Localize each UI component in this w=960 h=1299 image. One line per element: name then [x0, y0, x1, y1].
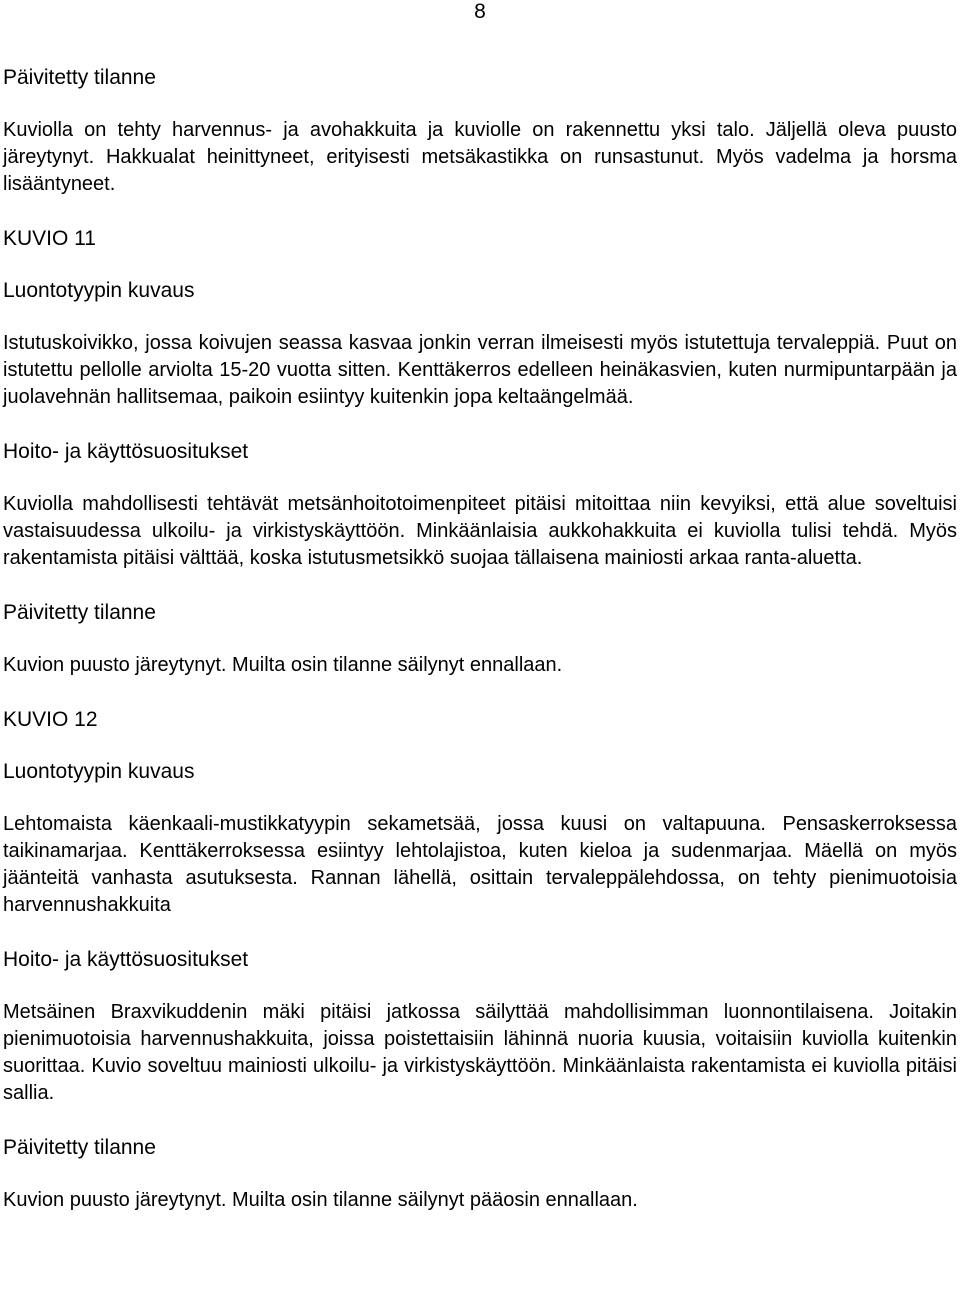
document-body [3, 65, 957, 1242]
paragraph: Kuviolla on tehty harvennus- ja avohakkuita ja kuviolle on rakennettu yksi talo. Jäljellä oleva puusto järeytynyt. Hakkualat heinittyneet, erityisesti metsäkastikka on runsastunut. Myös vadelma ja horsma lisääntyneet. [3, 119, 957, 195]
section-heading: Hoito- ja käyttösuositukset [3, 440, 249, 463]
section-heading: Päivitetty tilanne [3, 601, 156, 624]
paragraph: Kuvion puusto järeytynyt. Muilta osin tilanne säilynyt ennallaan. [3, 654, 563, 676]
paragraph: Lehtomaista käenkaali-mustikkatyypin sekametsää, jossa kuusi on valtapuuna. Pensaskerroksessa taikinamarjaa. Kenttäkerroksessa esiintyy lehtolajistoa, kuten kieloa ja sudenmarjaa. Mäellä on myös jäänteitä vanhasta asutuksesta. Rannan lähellä, osittain tervaleppälehdossa, on tehty pienimuotoisia harvennushakkuita [3, 813, 957, 916]
section-heading: Päivitetty tilanne [3, 1136, 156, 1159]
paragraph: Kuvion puusto järeytynyt. Muilta osin tilanne säilynyt pääosin ennallaan. [3, 1189, 638, 1211]
page-number: 8 [474, 0, 486, 23]
section-heading: KUVIO 11 [3, 227, 96, 250]
paragraph: Kuviolla mahdollisesti tehtävät metsänhoitotoimenpiteet pitäisi mitoittaa niin kevyiksi, että alue soveltuisi vastaisuudessa ulkoilu- ja virkistyskäyttöön. Minkäänlaisia aukkohakkuita ei kuviolla tulisi tehdä. Myös rakentamista pitäisi välttää, koska istutusmetsikkö suojaa tällaisena mainiosti arkaa ranta-aluetta. [3, 493, 957, 569]
section-heading: Luontotyypin kuvaus [3, 279, 195, 302]
section-heading: Päivitetty tilanne [3, 66, 156, 89]
section-heading: Hoito- ja käyttösuositukset [3, 948, 249, 971]
section-heading: KUVIO 12 [3, 708, 98, 731]
section-heading: Luontotyypin kuvaus [3, 760, 195, 783]
paragraph: Istutuskoivikko, jossa koivujen seassa kasvaa jonkin verran ilmeisesti myös istutettuja tervaleppiä. Puut on istutettu pellolle arviolta 15-20 vuotta sitten. Kenttäkerros edelleen heinäkasvien, kuten nurmipuntarpään ja juolavehnän hallitsemaa, paikoin esiintyy kuitenkin jopa keltaängelmää. [3, 332, 957, 408]
paragraph: Metsäinen Braxvikuddenin mäki pitäisi jatkossa säilyttää mahdollisimman luonnontilaisena. Joitakin pienimuotoisia harvennushakkuita, joissa poistettaisiin lähinnä nuoria kuusia, voitaisiin kuviolla kuitenkin suorittaa. Kuvio soveltuu mainiosti ulkoilu- ja virkistyskäyttöön. Minkäänlaista rakentamista ei kuviolla pitäisi sallia. [3, 1001, 957, 1104]
